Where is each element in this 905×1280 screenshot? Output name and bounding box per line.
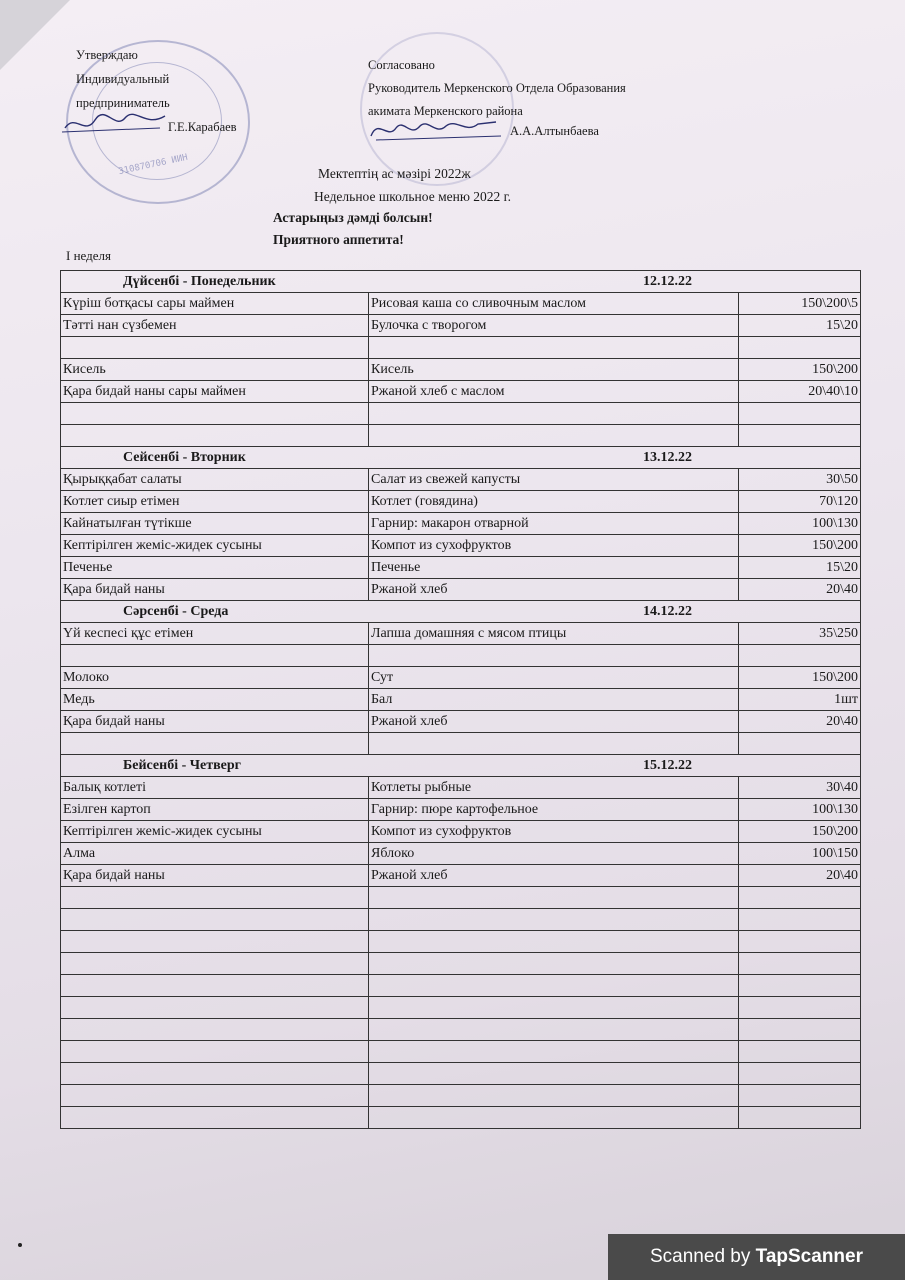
empty-cell [369, 931, 739, 953]
menu-row [61, 491, 861, 513]
dish-ru-cell: Компот из сухофруктов [369, 821, 739, 843]
empty-row [61, 1107, 861, 1129]
menu-table-body [61, 271, 861, 1129]
empty-cell [61, 953, 369, 975]
menu-row [61, 711, 861, 733]
dish-kz-cell: Кисель [61, 359, 369, 381]
day-name: Сәрсенбі - Среда [123, 604, 229, 619]
empty-row [61, 953, 861, 975]
portion-cell: 20\40 [739, 865, 861, 887]
agreed-label: Согласовано [368, 58, 435, 72]
empty-cell [61, 909, 369, 931]
menu-row [61, 645, 861, 667]
dish-kz-cell: Кептірілген жеміс-жидек сусыны [61, 535, 369, 557]
dish-ru-cell: Ржаной хлеб [369, 711, 739, 733]
approved-signature [60, 108, 170, 138]
portion-cell: 30\50 [739, 469, 861, 491]
empty-cell [739, 1019, 861, 1041]
dish-kz-cell: Кайнатылған түтікше [61, 513, 369, 535]
approved-position-1: Индивидуальный [76, 72, 170, 86]
empty-cell [739, 997, 861, 1019]
empty-row [61, 1041, 861, 1063]
dish-kz-cell [61, 887, 369, 909]
empty-cell [739, 975, 861, 997]
agreed-position-2: акимата Меркенского района [368, 104, 523, 118]
dish-ru-cell: Гарнир: пюре картофельное [369, 799, 739, 821]
day-date: 13.12.22 [643, 450, 692, 465]
day-header-cell [61, 601, 861, 623]
portion-cell [739, 337, 861, 359]
empty-cell [369, 1041, 739, 1063]
folded-corner [0, 0, 70, 70]
menu-row [61, 293, 861, 315]
day-header-cell [61, 447, 861, 469]
dish-ru-cell: Печенье [369, 557, 739, 579]
empty-cell [61, 1107, 369, 1129]
empty-cell [61, 1019, 369, 1041]
empty-cell [739, 1085, 861, 1107]
dish-kz-cell: Кептірілген жеміс-жидек сусыны [61, 821, 369, 843]
empty-cell [61, 1041, 369, 1063]
empty-row [61, 909, 861, 931]
portion-cell: 100\130 [739, 799, 861, 821]
dish-ru-cell [369, 403, 739, 425]
menu-row [61, 843, 861, 865]
approved-name: Г.Е.Карабаев [168, 120, 237, 134]
agreed-name: А.А.Алтынбаева [510, 124, 599, 138]
week-label: I неделя [66, 248, 111, 263]
portion-cell: 150\200 [739, 535, 861, 557]
menu-row [61, 733, 861, 755]
dish-kz-cell: Тәтті нан сүзбемен [61, 315, 369, 337]
day-header-cell [61, 755, 861, 777]
empty-cell [739, 909, 861, 931]
menu-row [61, 403, 861, 425]
day-date: 12.12.22 [643, 274, 692, 289]
menu-row [61, 469, 861, 491]
empty-cell [369, 1085, 739, 1107]
dish-kz-cell [61, 645, 369, 667]
empty-row [61, 975, 861, 997]
menu-row [61, 359, 861, 381]
menu-row [61, 777, 861, 799]
dish-kz-cell: Молоко [61, 667, 369, 689]
day-header-cell [61, 271, 861, 293]
menu-row [61, 315, 861, 337]
empty-cell [369, 997, 739, 1019]
portion-cell: 150\200 [739, 821, 861, 843]
empty-cell [61, 997, 369, 1019]
dish-ru-cell [369, 887, 739, 909]
approval-seal-text: 310870706 ИИН [117, 152, 189, 178]
empty-row [61, 1085, 861, 1107]
dish-ru-cell [369, 337, 739, 359]
portion-cell: 150\200 [739, 667, 861, 689]
agreed-signature [366, 114, 506, 144]
dish-ru-cell: Ржаной хлеб [369, 579, 739, 601]
dish-kz-cell: Алма [61, 843, 369, 865]
dish-ru-cell: Ржаной хлеб [369, 865, 739, 887]
dish-kz-cell [61, 425, 369, 447]
menu-row [61, 337, 861, 359]
day-date: 15.12.22 [643, 758, 692, 773]
dish-ru-cell: Салат из свежей капусты [369, 469, 739, 491]
day-header-row [61, 271, 861, 293]
empty-row [61, 1063, 861, 1085]
portion-cell [739, 645, 861, 667]
dish-kz-cell: Қара бидай наны [61, 579, 369, 601]
ink-dot [18, 1243, 22, 1247]
menu-row [61, 425, 861, 447]
day-name: Бейсенбі - Четверг [123, 758, 242, 773]
empty-cell [369, 1019, 739, 1041]
dish-ru-cell: Сут [369, 667, 739, 689]
empty-cell [739, 1041, 861, 1063]
portion-cell: 100\150 [739, 843, 861, 865]
empty-cell [369, 909, 739, 931]
portion-cell: 100\130 [739, 513, 861, 535]
scanner-prefix: Scanned by [650, 1246, 756, 1267]
menu-row [61, 799, 861, 821]
title-ru: Недельное школьное меню 2022 г. [314, 189, 512, 204]
portion-cell: 150\200\5 [739, 293, 861, 315]
menu-row [61, 557, 861, 579]
portion-cell: 70\120 [739, 491, 861, 513]
dish-ru-cell: Котлет (говядина) [369, 491, 739, 513]
dish-ru-cell [369, 645, 739, 667]
empty-cell [369, 1107, 739, 1129]
dish-kz-cell: Котлет сиыр етімен [61, 491, 369, 513]
portion-cell: 15\20 [739, 557, 861, 579]
approved-label: Утверждаю [76, 48, 138, 62]
empty-row [61, 1019, 861, 1041]
dish-kz-cell: Қара бидай наны [61, 711, 369, 733]
empty-cell [61, 1063, 369, 1085]
scanner-brand: TapScanner [755, 1246, 863, 1267]
portion-cell: 20\40 [739, 579, 861, 601]
portion-cell: 20\40 [739, 711, 861, 733]
empty-cell [369, 953, 739, 975]
day-name: Сейсенбі - Вторник [123, 450, 246, 465]
dish-ru-cell: Ржаной хлеб с маслом [369, 381, 739, 403]
menu-row [61, 689, 861, 711]
menu-row [61, 381, 861, 403]
menu-row [61, 623, 861, 645]
scanner-watermark [608, 1234, 905, 1280]
dish-ru-cell [369, 733, 739, 755]
portion-cell: 20\40\10 [739, 381, 861, 403]
menu-row [61, 865, 861, 887]
menu-row [61, 513, 861, 535]
portion-cell: 1шт [739, 689, 861, 711]
portion-cell [739, 887, 861, 909]
dish-kz-cell [61, 403, 369, 425]
agreed-position-1: Руководитель Меркенского Отдела Образования [368, 81, 626, 95]
empty-cell [369, 975, 739, 997]
day-date: 14.12.22 [643, 604, 692, 619]
empty-row [61, 997, 861, 1019]
dish-kz-cell [61, 337, 369, 359]
dish-kz-cell: Балық котлеті [61, 777, 369, 799]
portion-cell [739, 425, 861, 447]
portion-cell [739, 733, 861, 755]
dish-kz-cell: Қырыққабат салаты [61, 469, 369, 491]
dish-ru-cell: Лапша домашняя с мясом птицы [369, 623, 739, 645]
dish-ru-cell: Компот из сухофруктов [369, 535, 739, 557]
dish-ru-cell: Рисовая каша со сливочным маслом [369, 293, 739, 315]
dish-ru-cell: Кисель [369, 359, 739, 381]
menu-row [61, 535, 861, 557]
dish-kz-cell: Езілген картоп [61, 799, 369, 821]
wish-kz: Астарыңыз дәмді болсын! [273, 210, 433, 225]
menu-row [61, 887, 861, 909]
portion-cell: 35\250 [739, 623, 861, 645]
dish-kz-cell: Күріш ботқасы сары маймен [61, 293, 369, 315]
portion-cell: 30\40 [739, 777, 861, 799]
empty-cell [61, 1085, 369, 1107]
dish-ru-cell: Булочка с творогом [369, 315, 739, 337]
empty-cell [369, 1063, 739, 1085]
empty-cell [739, 1107, 861, 1129]
portion-cell [739, 403, 861, 425]
menu-row [61, 821, 861, 843]
dish-ru-cell: Бал [369, 689, 739, 711]
dish-ru-cell: Яблоко [369, 843, 739, 865]
dish-kz-cell: Қара бидай наны сары маймен [61, 381, 369, 403]
dish-kz-cell: Печенье [61, 557, 369, 579]
menu-row [61, 667, 861, 689]
dish-ru-cell [369, 425, 739, 447]
empty-cell [61, 975, 369, 997]
approved-position-2: предприниматель [76, 96, 170, 110]
empty-cell [739, 931, 861, 953]
empty-cell [739, 953, 861, 975]
day-name: Дүйсенбі - Понедельник [123, 274, 276, 289]
empty-row [61, 931, 861, 953]
menu-table [60, 270, 861, 1129]
day-header-row [61, 755, 861, 777]
dish-kz-cell: Медь [61, 689, 369, 711]
empty-cell [61, 931, 369, 953]
title-kz: Мектептің ас мәзірі 2022ж [318, 166, 471, 181]
dish-ru-cell: Гарнир: макарон отварной [369, 513, 739, 535]
menu-row [61, 579, 861, 601]
day-header-row [61, 447, 861, 469]
day-header-row [61, 601, 861, 623]
portion-cell: 150\200 [739, 359, 861, 381]
portion-cell: 15\20 [739, 315, 861, 337]
empty-cell [739, 1063, 861, 1085]
dish-kz-cell [61, 733, 369, 755]
dish-ru-cell: Котлеты рыбные [369, 777, 739, 799]
dish-kz-cell: Қара бидай наны [61, 865, 369, 887]
wish-ru: Приятного аппетита! [273, 232, 404, 247]
dish-kz-cell: Үй кеспесі құс етімен [61, 623, 369, 645]
